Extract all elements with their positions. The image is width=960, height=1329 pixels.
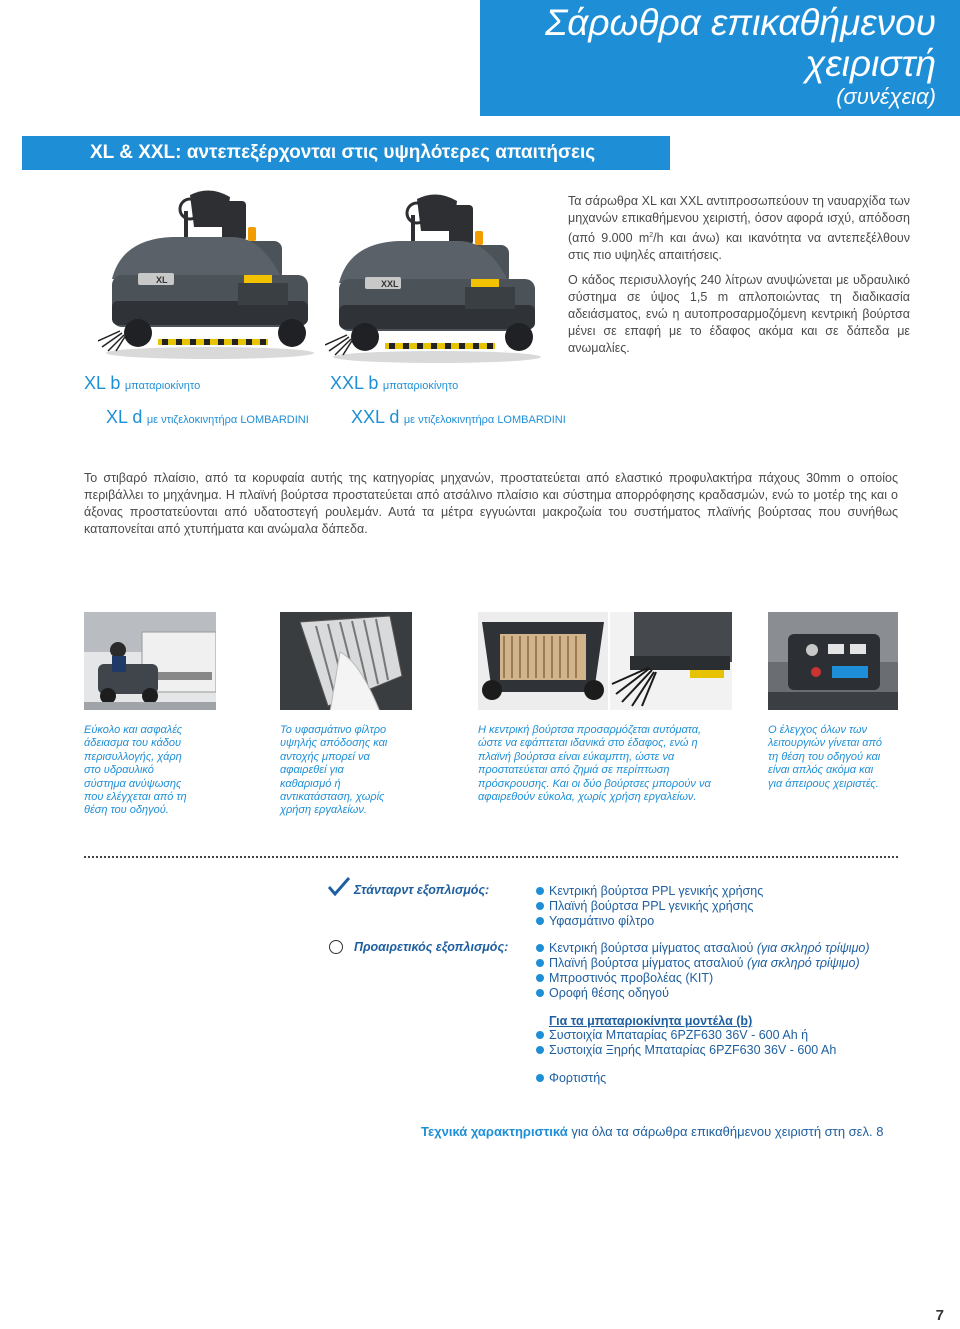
model-xl-d-desc: με ντιζελοκινητήρα LOMBARDINI — [146, 414, 309, 426]
model-xxl-d-desc: με ντιζελοκινητήρα LOMBARDINI — [403, 414, 566, 426]
title-banner — [480, 0, 960, 116]
bullet-icon — [536, 917, 544, 925]
page-title-line1: Σάρωθρα επικαθήμενου — [545, 2, 936, 43]
optional-item — [536, 941, 870, 956]
bullet-icon — [536, 1031, 544, 1039]
machine-badge-xl: XL — [156, 275, 168, 285]
model-xl-b — [84, 373, 200, 394]
standard-equipment-label: Στάνταρντ εξοπλισμός: — [354, 883, 490, 897]
photo-controls — [768, 612, 898, 710]
machine-image-xl — [98, 183, 323, 363]
optional-circle-icon — [329, 940, 343, 954]
battery-item — [536, 1028, 808, 1043]
machine-image-xxl — [325, 187, 550, 367]
machine-badge-xxl: XXL — [381, 279, 399, 289]
optional-item — [536, 971, 713, 986]
photo-cloth-filter — [280, 612, 412, 710]
tech-specs-bold: Τεχνικά χαρακτηριστικά — [421, 1124, 568, 1139]
intro-para-sup: 2 — [649, 232, 654, 239]
section-heading-bar — [22, 136, 670, 170]
page-subtitle: (συνέχεια) — [836, 84, 936, 109]
section-heading: XL & XXL: αντεπεξέρχονται στις υψηλότερες απαιτήσεις — [90, 142, 596, 163]
model-xl-d-name: XL d — [106, 407, 143, 427]
page-number: 7 — [935, 1307, 944, 1324]
standard-item — [536, 884, 763, 899]
model-xl-b-name: XL b — [84, 373, 121, 393]
caption-cloth-filter: Το υφασμάτινο φίλτρο υψηλής απόδοσης και αντοχής μπορεί να αφαιρεθεί για καθαρισμό ή αντικατάσταση, χωρίς χρήση εργαλείων. — [280, 724, 388, 817]
caption-brushes: Η κεντρική βούρτσα προσαρμόζεται αυτόματα, ώστε να εφάπτεται ιδανικά στο έδαφος, ενώ η πλαϊνή βούρτσα είναι εύκαμπτη, ώστε να προστατεύεται από ζημιά σε περίπτωση πρόσκρουσης. Και οι δύο βούρτσες μπορούν να αφαιρεθούν εύκολα, χωρίς χρήση εργαλείων. — [478, 724, 711, 804]
body-paragraph: Το στιβαρό πλαίσιο, από τα κορυφαία αυτής της κατηγορίας μηχανών, προστατεύεται από ελαστικό προφυλακτήρα πάχους 30mm ο οποίος περιβάλλει το μηχάνημα. Η πλαϊνή βούρτσα προστατεύεται από ατσάλινο πλαίσιο και σύστημα απορρόφησης κραδασμών, ενώ το μοτέρ της και ο άξονας προστατεύονται από υδατοστεγή ρουλεμάν. Αυτά τα μέτρα εγγυώνται μακροζωία του συστήματος πλαϊνής βούρτσας που συνήθως καταπονείται από χτυπήματα και ανώμαλα δάπεδα. — [84, 471, 898, 536]
model-xxl-b — [330, 373, 458, 394]
model-xxl-b-name: XXL b — [330, 373, 379, 393]
charger-item — [536, 1071, 606, 1086]
optional-item-note: (για σκληρό τρίψιμο) — [756, 941, 870, 955]
optional-item-text: Κεντρική βούρτσα μίγματος ατσαλιού — [549, 941, 757, 955]
model-xl-d — [106, 407, 309, 428]
tech-specs-rest: για όλα τα σάρωθρα επικαθήμενου χειριστή στη σελ. 8 — [567, 1124, 884, 1139]
optional-item — [536, 956, 860, 971]
standard-item — [536, 914, 654, 929]
dotted-divider — [84, 856, 898, 858]
photo-main-brush — [478, 612, 608, 710]
optional-item-text: Πλαϊνή βούρτσα μίγματος ατσαλιού — [549, 956, 747, 970]
intro-paragraph — [568, 193, 910, 264]
optional-item — [536, 986, 669, 1001]
battery-item-text: Συστοιχία Ξηρής Μπαταρίας 6PZF630 36V - 600 Ah — [549, 1043, 837, 1057]
page-title-line2: χειριστή — [805, 43, 936, 84]
model-xxl-d-name: XXL d — [351, 407, 400, 427]
bullet-icon — [536, 887, 544, 895]
tech-specs-reference — [421, 1124, 883, 1139]
standard-item — [536, 899, 753, 914]
model-xl-b-desc: μπαταριοκίνητο — [124, 380, 201, 392]
optional-item-text: Μπροστινός προβολέας (KIT) — [549, 971, 714, 985]
bin-paragraph: Ο κάδος περισυλλογής 240 λίτρων ανυψώνεται με υδραυλικό σύστημα σε ύψος 1,5 m απλοποιώντας τη διαδικασία αδειάσματος, ενώ η αυτοπροσαρμοζόμενη κεντρική βούρτσα μένει σε επαφή με το έδαφος ακόμα και σε δάπεδα με ανωμαλίες. — [568, 273, 910, 355]
charger-item-text: Φορτιστής — [549, 1071, 607, 1085]
battery-item-text: Συστοιχία Μπαταρίας 6PZF630 36V - 600 Ah ή — [549, 1028, 809, 1042]
caption-controls: Ο έλεγχος όλων των λειτουργιών γίνεται από τη θέση του οδηγού και είναι απλός ακόμα και για άπειρους χειριστές. — [768, 724, 882, 790]
optional-equipment-label: Προαιρετικός εξοπλισμός: — [354, 940, 509, 954]
intro-para-part1: Τα σάρωθρα XL και XXL αντιπροσωπεύουν τη ναυαρχίδα των μηχανών επικαθήμενου χειριστή, όσον αφορά ισχύ, απόδοση (από 9.000 m — [568, 194, 910, 246]
model-xxl-d — [351, 407, 566, 428]
optional-item-note: (για σκληρό τρίψιμο) — [746, 956, 860, 970]
bullet-icon — [536, 902, 544, 910]
bullet-icon — [536, 989, 544, 997]
optional-item-text: Οροφή θέσης οδηγού — [549, 986, 669, 1000]
bullet-icon — [536, 1046, 544, 1054]
photo-bin-emptying — [84, 612, 216, 710]
standard-item-text: Υφασμάτινο φίλτρο — [549, 914, 655, 928]
caption-bin-emptying: Εύκολο και ασφαλές άδειασμα του κάδου περισυλλογής, χάρη στο υδραυλικό σύστημα ανύψωσης που ελέγχεται από τη θέση του οδηγού. — [84, 724, 187, 817]
intro-para-part2: /h και άνω) και ικανότητα να αντεπεξέλθουν στις πιο υψηλές απαιτήσεις. — [568, 231, 911, 263]
bullet-icon — [536, 1074, 544, 1082]
checkmark-icon — [328, 877, 350, 902]
photo-side-brush — [610, 612, 732, 710]
standard-item-text: Πλαϊνή βούρτσα PPL γενικής χρήσης — [549, 899, 754, 913]
standard-item-text: Κεντρική βούρτσα PPL γενικής χρήσης — [549, 884, 764, 898]
model-xxl-b-desc: μπαταριοκίνητο — [382, 380, 459, 392]
bullet-icon — [536, 959, 544, 967]
bullet-icon — [536, 974, 544, 982]
battery-models-heading: Για τα μπαταριοκίνητα μοντέλα (b) — [549, 1014, 753, 1028]
bullet-icon — [536, 944, 544, 952]
battery-item — [536, 1043, 836, 1058]
